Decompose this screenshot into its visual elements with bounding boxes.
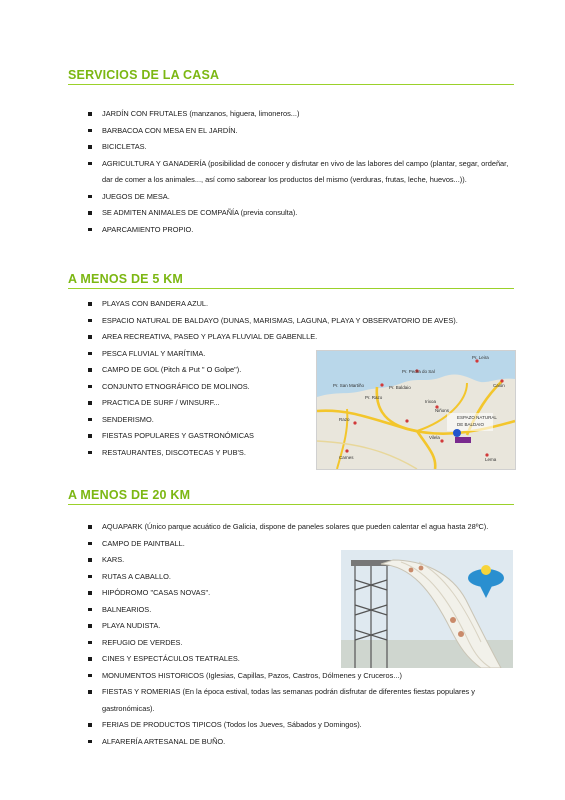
list-item: PLAYA NUDISTA. [88, 618, 513, 635]
list-item: APARCAMIENTO PROPIO. [88, 222, 513, 239]
list-item: AQUAPARK (Único parque acuático de Galicia, dispone de paneles solares que pueden calentar el agua hasta 28ºC). [88, 519, 513, 536]
list-item: ESPACIO NATURAL DE BALDAYO (DUNAS, MARISMAS, LAGUNA, PLAYA Y OBSERVATORIO DE AVES). [88, 313, 513, 330]
list-item: CAMPO DE GOL (Pitch & Put " O Golpe"). [88, 362, 513, 379]
section-title-20km: A MENOS DE 20 KM [68, 488, 514, 505]
list-item: FIESTAS POPULARES Y GASTRONÓMICAS [88, 428, 513, 445]
list-item: RESTAURANTES, DISCOTECAS Y PUB'S. [88, 445, 513, 462]
list-item: BALNEARIOS. [88, 602, 513, 619]
waterslide-graphic [341, 550, 513, 668]
section-title-5km: A MENOS DE 5 KM [68, 272, 514, 289]
map-label-espazo-1: ESPAZO NATURAL [457, 415, 497, 420]
baldaio-map [316, 350, 516, 470]
list-servicios [88, 106, 513, 238]
list-item: PLAYAS CON BANDERA AZUL. [88, 296, 513, 313]
map-label-pedra-sal: Pr. Pedra do Sal [402, 369, 435, 374]
map-label-baldaio: Pr. Baldaio [389, 385, 411, 390]
list-item: FERIAS DE PRODUCTOS TIPICOS (Todos los Jueves, Sábados y Domingos). [88, 717, 513, 734]
list-item: SE ADMITEN ANIMALES DE COMPAÑÍA (previa consulta). [88, 205, 513, 222]
map-label-pr-razo: Pr. Razo [365, 395, 383, 400]
list-item: BARBACOA CON MESA EN EL JARDÍN. [88, 123, 513, 140]
list-item: CAMPO DE PAINTBALL. [88, 536, 513, 553]
aquapark-photo [341, 550, 513, 668]
list-item: RUTAS A CABALLO. [88, 569, 513, 586]
map-label-carnes: Carnes [339, 455, 354, 460]
section-title-servicios: SERVICIOS DE LA CASA [68, 68, 514, 85]
list-item: AREA RECREATIVA, PASEO Y PLAYA FLUVIAL DE GABENLLE. [88, 329, 513, 346]
list-item: SENDERISMO. [88, 412, 513, 429]
list-item: HIPÓDROMO "CASAS NOVAS". [88, 585, 513, 602]
map-label-razo: Razo [339, 417, 350, 422]
list-item: PRACTICA DE SURF / WINSURF... [88, 395, 513, 412]
map-label-caion: Caión [493, 383, 505, 388]
list-item: JARDÍN CON FRUTALES (manzanos, higuera, limoneros...) [88, 106, 513, 123]
map-label-lema: Lema [485, 457, 497, 462]
map-label-san-martin: Pr. San Martiño [333, 383, 365, 388]
map-label-vilela: Vilela [429, 435, 440, 440]
list-item: FIESTAS Y ROMERIAS (En la época estival, todas las semanas podrán disfrutar de diferentes fiestas populares y gastronómicas). [88, 684, 513, 717]
list-item: CONJUNTO ETNOGRÁFICO DE MOLINOS. [88, 379, 513, 396]
map-label-ninons: Niñons [435, 408, 450, 413]
list-item: ALFARERÍA ARTESANAL DE BUÑO. [88, 734, 513, 751]
list-item: BICICLETAS. [88, 139, 513, 156]
map-label-irixoa: Irixoa [425, 399, 437, 404]
list-item: JUEGOS DE MESA. [88, 189, 513, 206]
list-item: AGRICULTURA Y GANADERÍA (posibilidad de conocer y disfrutar en vivo de las labores del campo (plantar, segar, ordeñar, dar de comer a los animales..., así como saborear los productos del mismo (verduras, frutas, leche, huevos...)). [88, 156, 513, 189]
map-graphic [317, 351, 515, 469]
list-item: CINES Y ESPECTÁCULOS TEATRALES. [88, 651, 513, 668]
map-label-leira: Pr. Leira [472, 355, 489, 360]
list-item: MONUMENTOS HISTORICOS (Iglesias, Capillas, Pazos, Castros, Dólmenes y Cruceros...) [88, 668, 513, 685]
list-item: KARS. [88, 552, 513, 569]
list-item: PESCA FLUVIAL Y MARÍTIMA. [88, 346, 513, 363]
map-label-espazo-2: DE BALDAIO [457, 422, 485, 427]
list-item: REFUGIO DE VERDES. [88, 635, 513, 652]
